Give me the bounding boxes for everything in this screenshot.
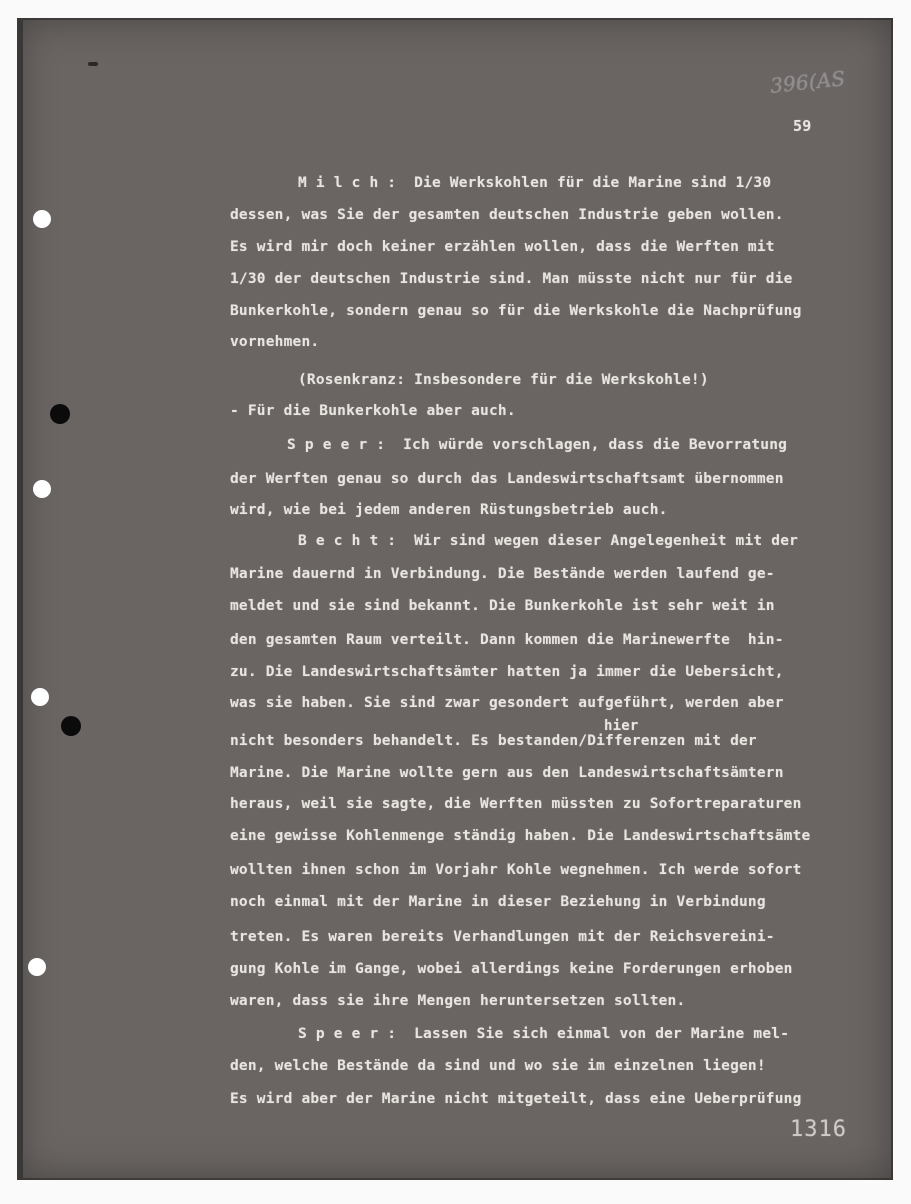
text-line: nicht besonders behandelt. Es bestanden/Differenzen mit der: [230, 733, 757, 749]
text-line: heraus, weil sie sagte, die Werften müssten zu Sofortreparaturen: [230, 796, 802, 812]
text-line: S p e e r : Lassen Sie sich einmal von der Marine mel-: [298, 1026, 790, 1042]
text-line: was sie haben. Sie sind zwar gesondert aufgeführt, werden aber: [230, 695, 784, 711]
text-line: - Für die Bunkerkohle aber auch.: [230, 403, 516, 419]
punch-hole-white: [28, 958, 46, 976]
scan-speck: [88, 62, 98, 66]
punch-hole-white: [33, 210, 51, 228]
text-line: Marine dauernd in Verbindung. Die Bestände werden laufend ge-: [230, 566, 775, 582]
text-line: Es wird mir doch keiner erzählen wollen, dass die Werften mit: [230, 239, 775, 255]
punch-hole-black: [61, 716, 81, 736]
punch-hole-white: [33, 480, 51, 498]
page-number: 59: [793, 117, 812, 135]
text-line: S p e e r : Ich würde vorschlagen, dass die Bevorratung: [287, 437, 788, 453]
text-line: M i l c h : Die Werkskohlen für die Marine sind 1/30: [298, 175, 772, 191]
archive-number: 396(AS: [768, 66, 847, 98]
text-line: Bunkerkohle, sondern genau so für die Werkskohle die Nachprüfung: [230, 303, 802, 319]
punch-hole-black: [50, 404, 70, 424]
page-edge-shadow: [17, 18, 23, 1180]
text-line: vornehmen.: [230, 334, 320, 350]
text-line: Marine. Die Marine wollte gern aus den Landeswirtschaftsämtern: [230, 765, 784, 781]
text-line: Es wird aber der Marine nicht mitgeteilt, dass eine Ueberprüfung: [230, 1091, 802, 1107]
text-line: meldet und sie sind bekannt. Die Bunkerkohle ist sehr weit in: [230, 598, 775, 614]
bottom-stamp-number: 1316: [790, 1117, 847, 1142]
text-line: gung Kohle im Gange, wobei allerdings keine Forderungen erhoben: [230, 961, 793, 977]
text-line: den gesamten Raum verteilt. Dann kommen die Marinewerfte hin-: [230, 632, 784, 648]
text-line: B e c h t : Wir sind wegen dieser Angelegenheit mit der: [298, 533, 799, 549]
text-line: noch einmal mit der Marine in dieser Beziehung in Verbindung: [230, 894, 766, 910]
text-line: 1/30 der deutschen Industrie sind. Man müsste nicht nur für die: [230, 271, 793, 287]
handwritten-insertion: hier: [604, 718, 639, 734]
text-line: waren, dass sie ihre Mengen heruntersetzen sollten.: [230, 993, 686, 1009]
text-line: den, welche Bestände da sind und wo sie im einzelnen liegen!: [230, 1058, 766, 1074]
punch-hole-white: [31, 688, 49, 706]
text-line: wird, wie bei jedem anderen Rüstungsbetrieb auch.: [230, 502, 668, 518]
text-line: zu. Die Landeswirtschaftsämter hatten ja immer die Uebersicht,: [230, 664, 784, 680]
text-line: wollten ihnen schon im Vorjahr Kohle wegnehmen. Ich werde sofort: [230, 862, 802, 878]
text-line: der Werften genau so durch das Landeswirtschaftsamt übernommen: [230, 471, 784, 487]
text-line: eine gewisse Kohlenmenge ständig haben. Die Landeswirtschaftsämte: [230, 828, 811, 844]
text-line: treten. Es waren bereits Verhandlungen mit der Reichsvereini-: [230, 929, 775, 945]
text-line: dessen, was Sie der gesamten deutschen Industrie geben wollen.: [230, 207, 784, 223]
text-line: (Rosenkranz: Insbesondere für die Werkskohle!): [298, 372, 709, 388]
